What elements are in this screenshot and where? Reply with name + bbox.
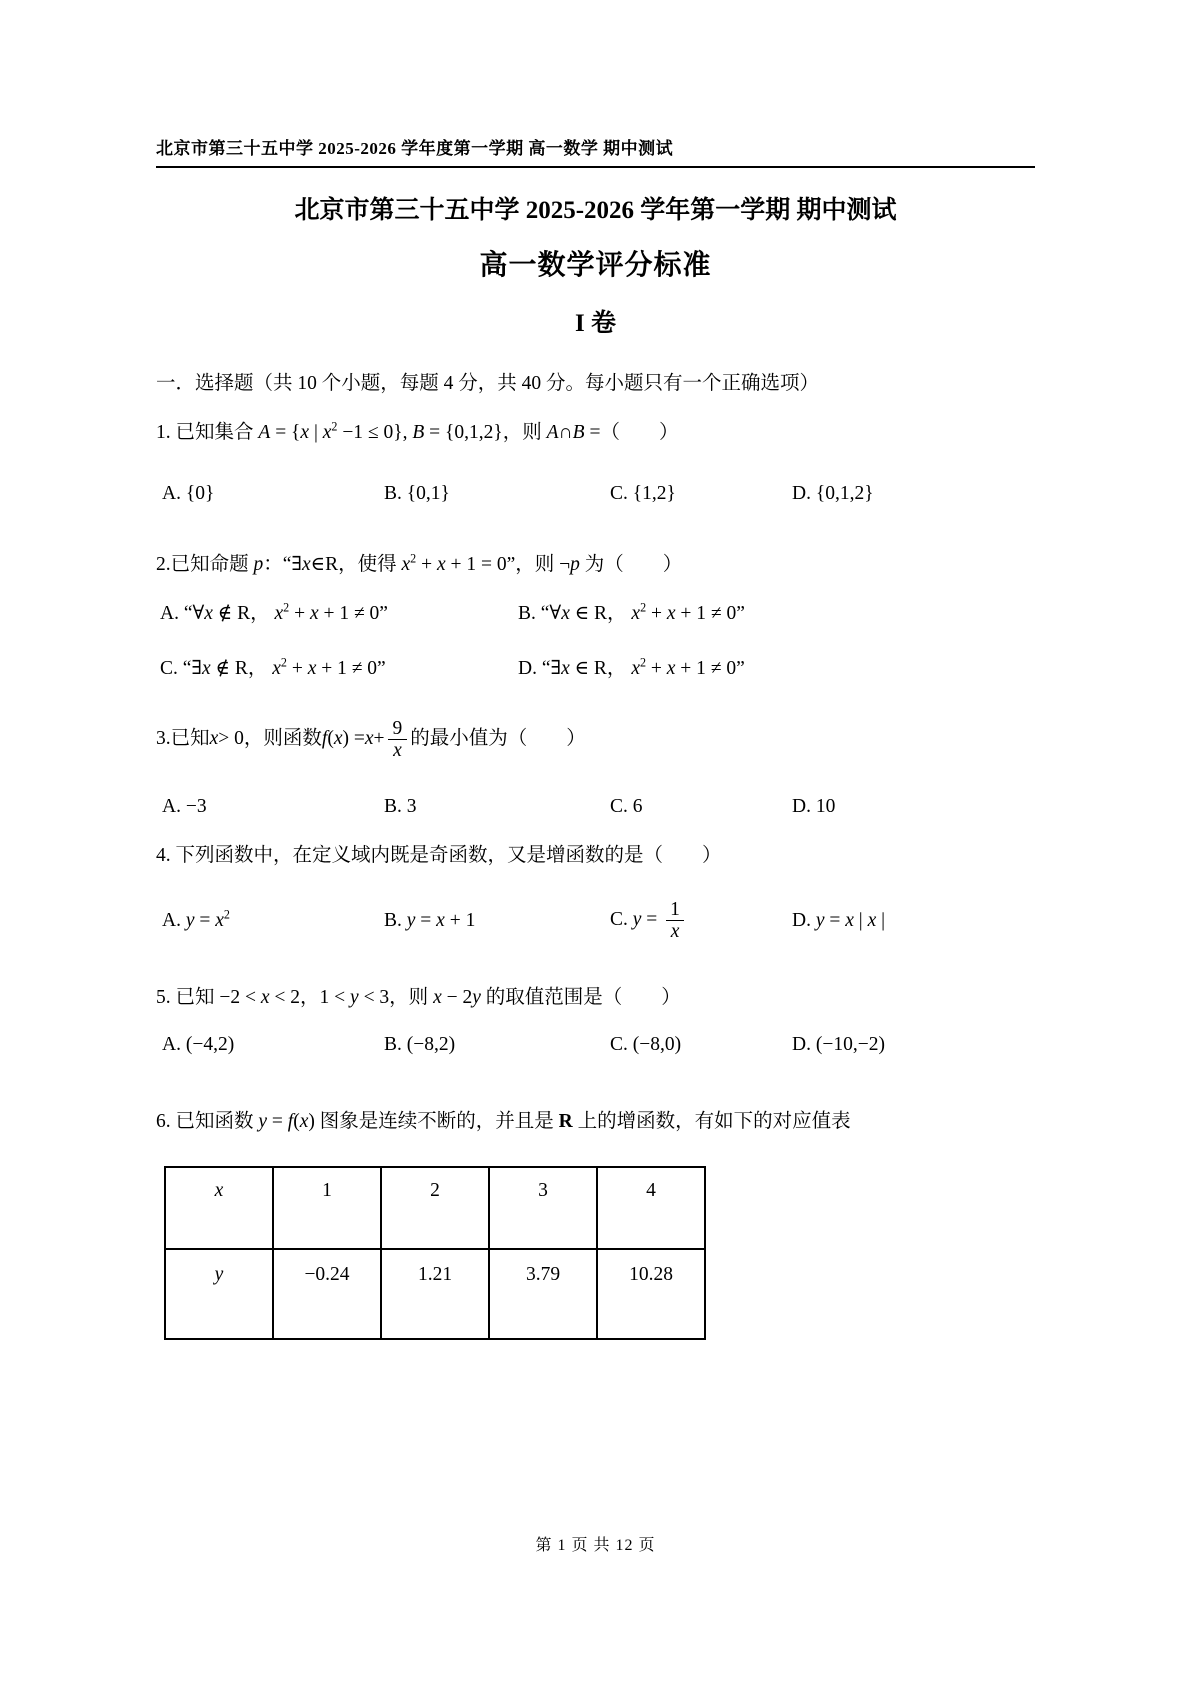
question-3-options (156, 796, 1035, 818)
question-2-options-ab (156, 597, 1035, 625)
exam-subtitle: 高一数学评分标准 (479, 250, 712, 281)
table-cell: y (165, 1249, 273, 1339)
table-cell: 1 (273, 1167, 381, 1249)
q2-option-d: D. “∃x ∈ R， $x^2 + x + 1 \ne 0$” (518, 655, 745, 679)
q5-option-b: B. (−8,2) (384, 1034, 456, 1056)
q4-option-b: B. y = x + 1 (384, 909, 476, 931)
header-rule (156, 166, 1035, 168)
section-heading: 一．选择题（共 10 个小题，每题 4 分，共 40 分。每小题只有一个正确选项） (156, 373, 820, 394)
table-row (165, 1249, 705, 1339)
q3-option-b: B. 3 (384, 795, 417, 817)
table-cell: 2 (381, 1167, 489, 1249)
q1-option-c: C. {1,2} (610, 483, 676, 505)
q2-option-c: C. “∃x ∉ R， $x^2 + x + 1 \ne 0$” (160, 655, 386, 679)
question-2-options-cd (156, 652, 1035, 680)
question-3-text: 3.已知 x > 0，则函数 f ( x ) = x + $\frac{9}{x}$ 的最小值为（ ） (156, 717, 586, 762)
table-cell: 3 (489, 1167, 597, 1249)
volume-heading: I 卷 (575, 310, 616, 337)
q3-option-a: A. −3 (162, 795, 207, 817)
question-5-options (156, 1034, 1035, 1056)
table-cell: x (165, 1167, 273, 1249)
question-2-text: 2.已知命题 p：“∃x∈R，使得 $x^2 + x + 1 = 0$”，则 ¬p 为（ ） (156, 551, 683, 576)
question-6-text: 6. 已知函数 y = f(x) 图象是连续不断的，并且是 R 上的增函数，有如下的对应值表 (156, 1111, 851, 1133)
running-header: 北京市第三十五中学 2025-2026 学年度第一学期 高一数学 期中测试 (156, 139, 674, 158)
question-1-text: 1. 已知集合 A = {x | $x^2 -1 \le 0$}, B = {0,1,2}，则 A∩B =（ ） (156, 419, 679, 443)
q5-option-d: D. (−10,−2) (792, 1034, 885, 1056)
question-1-options (156, 483, 1035, 505)
table-cell: 1.21 (381, 1249, 489, 1339)
q1-option-a: A. {0} (162, 483, 215, 505)
q3-option-d: D. 10 (792, 795, 836, 817)
table-cell: 4 (597, 1167, 705, 1249)
value-table (164, 1166, 706, 1340)
q4-option-a: A. $y = x^2$ (162, 907, 230, 931)
table-row (165, 1167, 705, 1249)
page-number: 第 1 页 共 12 页 (535, 1537, 656, 1554)
q2-option-b: B. “∀x ∈ R， $x^2 + x + 1 \ne 0$” (518, 600, 745, 624)
q2-option-a: A. “∀x ∉ R， $x^2 + x + 1 \ne 0$” (160, 600, 388, 624)
q5-option-a: A. (−4,2) (162, 1034, 235, 1056)
table-cell: −0.24 (273, 1249, 381, 1339)
q3-option-c: C. 6 (610, 795, 643, 817)
q1-option-d: D. {0,1,2} (792, 483, 874, 505)
question-5-text: 5. 已知 −2 < x < 2，1 < y < 3，则 x − 2y 的取值范围是（ ） (156, 986, 681, 1008)
q1-option-b: B. {0,1} (384, 483, 450, 505)
question-4-options (156, 888, 1035, 954)
q4-option-c: C. y = $\frac{1}{x}$ (610, 899, 792, 942)
table-cell: 10.28 (597, 1249, 705, 1339)
table-cell: 3.79 (489, 1249, 597, 1339)
q5-option-c: C. (−8,0) (610, 1034, 682, 1056)
q4-option-d: D. y = x | x | (792, 909, 885, 931)
exam-title: 北京市第三十五中学 2025-2026 学年第一学期 期中测试 (294, 197, 897, 224)
question-4-text: 4. 下列函数中，在定义域内既是奇函数，又是增函数的是（ ） (156, 844, 722, 866)
